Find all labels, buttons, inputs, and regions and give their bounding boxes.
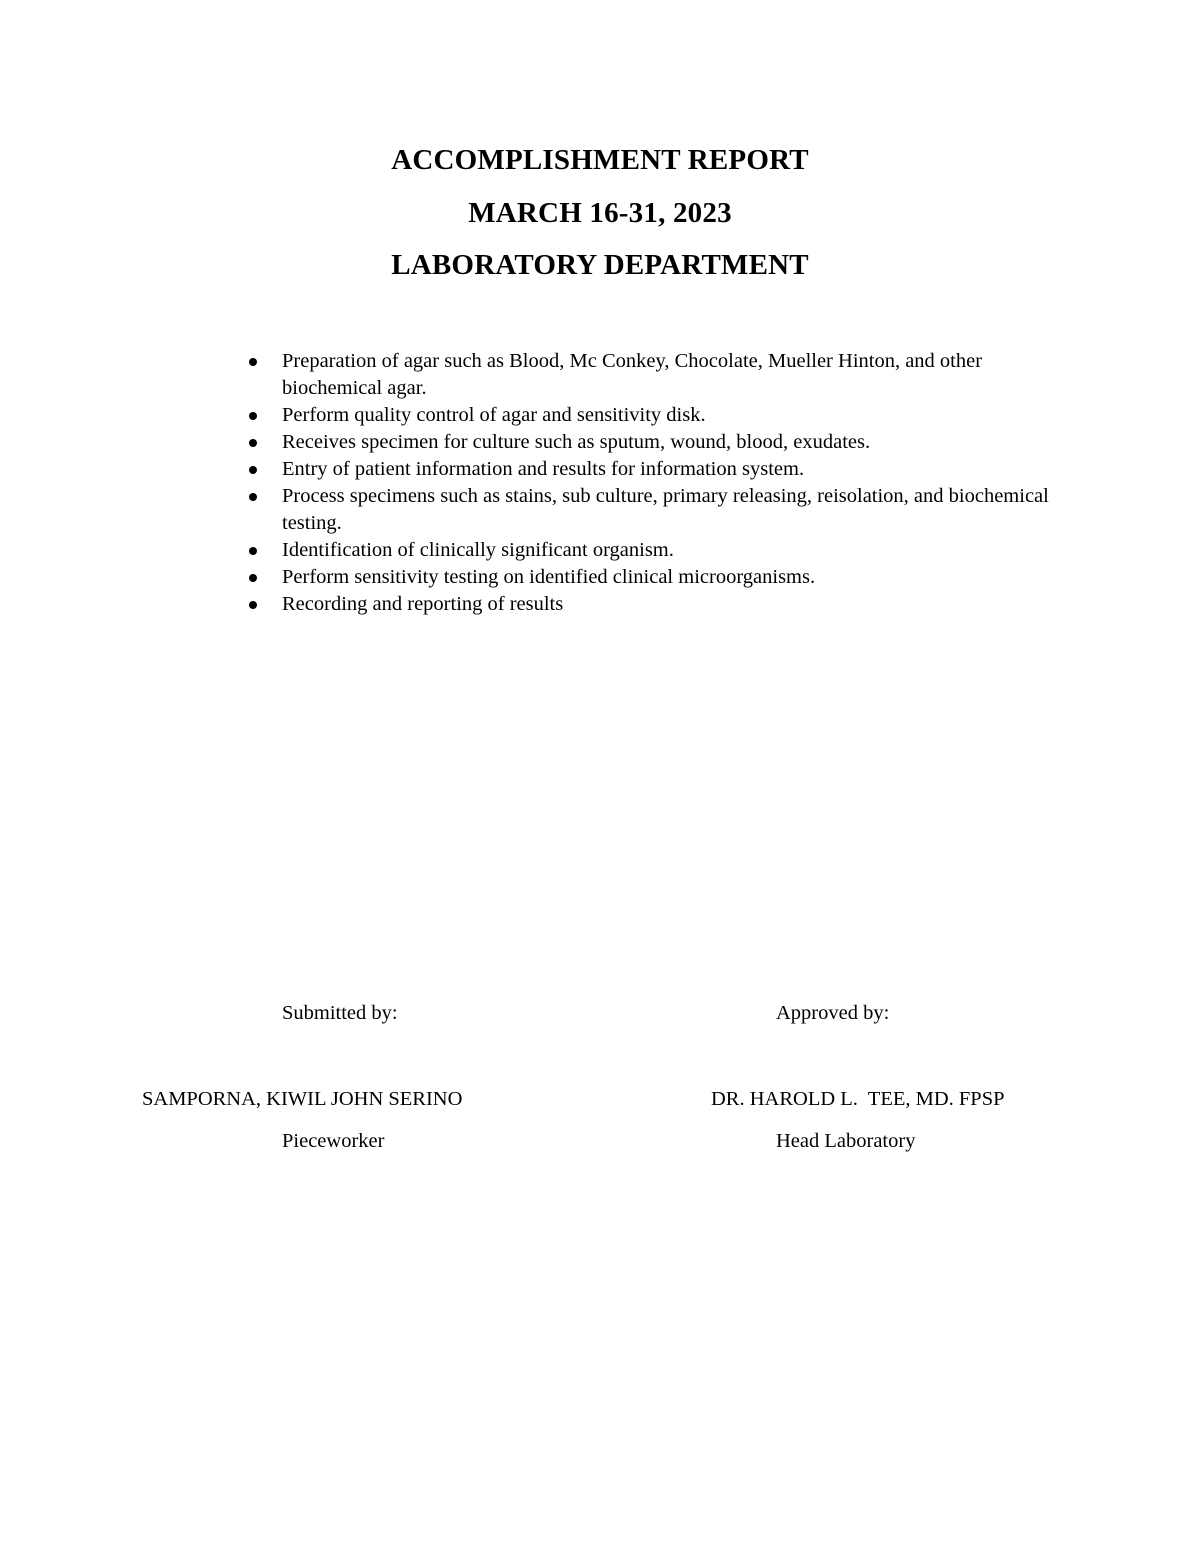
list-item (245, 456, 1065, 483)
report-title: ACCOMPLISHMENT REPORT (391, 144, 809, 176)
duties-list (245, 348, 1065, 618)
report-department: LABORATORY DEPARTMENT (391, 249, 809, 281)
list-item (245, 537, 1065, 564)
list-item (245, 483, 1065, 537)
bullet-icon (249, 574, 257, 582)
duty-text: Preparation of agar such as Blood, Mc Conkey, Chocolate, Mueller Hinton, and other biochemical agar. (282, 350, 983, 399)
bullet-icon (249, 493, 257, 501)
duty-text: Identification of clinically significant organism. (282, 539, 674, 561)
list-item (245, 591, 1065, 618)
duty-text: Receives specimen for culture such as sputum, wound, blood, exudates. (282, 431, 871, 453)
approver-name: DR. HAROLD L. TEE, MD. FPSP (711, 1088, 1005, 1110)
bullet-icon (249, 601, 257, 609)
bullet-icon (249, 358, 257, 366)
approved-by-label: Approved by: (776, 1002, 890, 1024)
duty-text: Entry of patient information and results for information system. (282, 458, 805, 480)
report-period: MARCH 16-31, 2023 (468, 197, 732, 229)
duty-text: Perform sensitivity testing on identified clinical microorganisms. (282, 566, 816, 588)
approver-position: Head Laboratory (776, 1130, 916, 1152)
duty-text: Process specimens such as stains, sub culture, primary releasing, reisolation, and biochemical testing. (282, 485, 1049, 534)
duty-text: Perform quality control of agar and sensitivity disk. (282, 404, 706, 426)
list-item (245, 564, 1065, 591)
submitted-by-label: Submitted by: (282, 1002, 398, 1024)
list-item (245, 429, 1065, 456)
submitter-name: SAMPORNA, KIWIL JOHN SERINO (142, 1088, 463, 1110)
bullet-icon (249, 547, 257, 555)
bullet-icon (249, 412, 257, 420)
submitter-position: Pieceworker (282, 1130, 385, 1152)
list-item (245, 348, 1065, 402)
duty-text: Recording and reporting of results (282, 593, 564, 615)
bullet-icon (249, 439, 257, 447)
bullet-icon (249, 466, 257, 474)
list-item (245, 402, 1065, 429)
